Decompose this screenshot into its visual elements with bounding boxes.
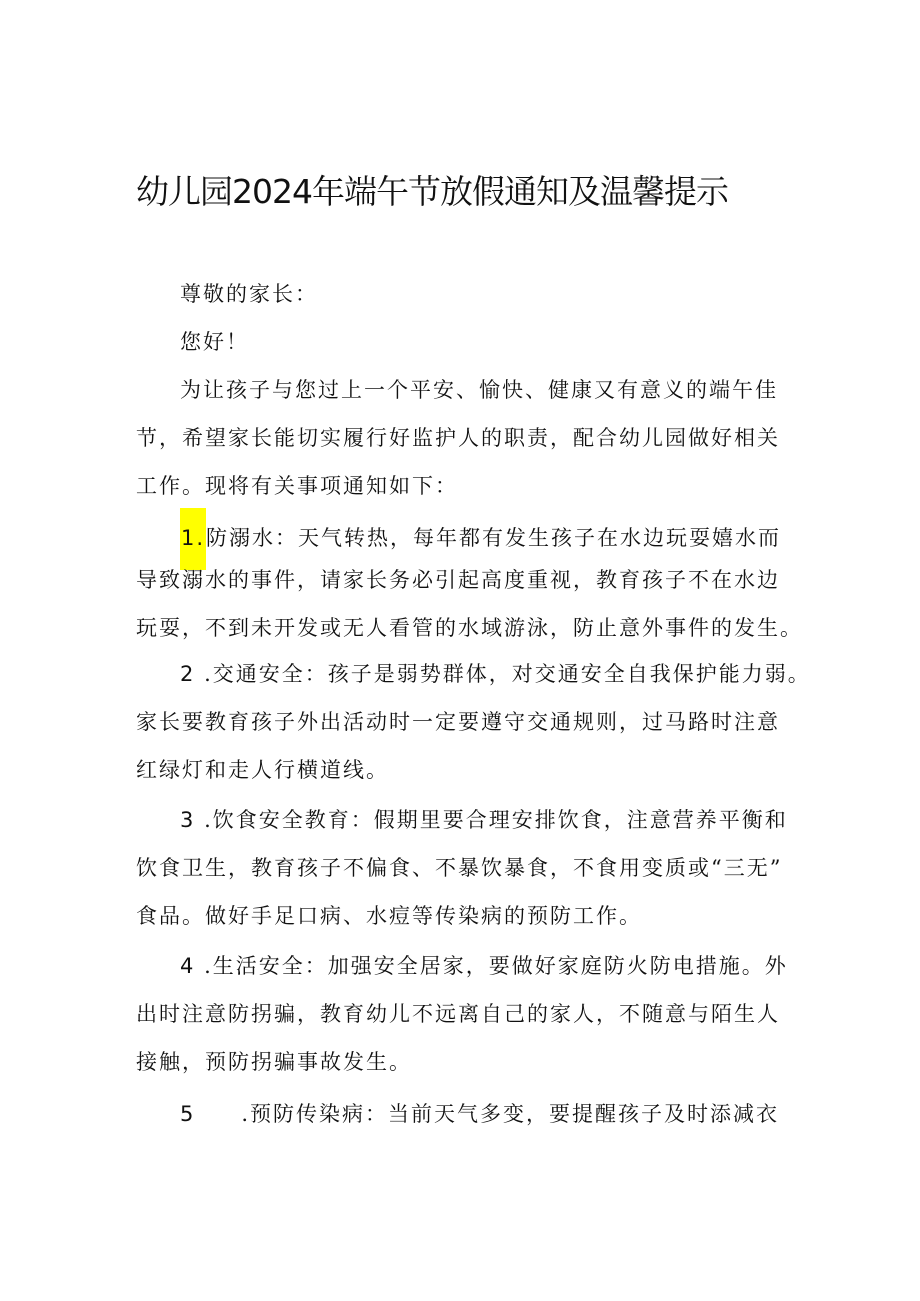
notice-item-3 — [136, 796, 796, 940]
item-1-number: 1. — [180, 508, 206, 570]
item-4-line-1 — [136, 942, 796, 990]
notice-item-1 — [136, 508, 803, 652]
item-4-text-1: .生活安全：加强安全居家，要做好家庭防火防电措施。外 — [204, 954, 788, 978]
item-2-number: 2 — [180, 662, 196, 686]
item-3-line-2: 饮食卫生，教育孩子不偏食、不暴饮暴食，不食用变质或“三无” — [136, 856, 783, 880]
item-5-line-1 — [136, 1090, 796, 1138]
item-2-line-3: 红绿灯和走人行横道线。 — [136, 758, 389, 782]
item-4-line-3: 接触，预防拐骗事故发生。 — [136, 1050, 412, 1074]
notice-item-4 — [136, 942, 796, 1086]
item-2-text-1: .交通安全：孩子是弱势群体，对交通安全自我保护能力弱。 — [204, 662, 811, 686]
document-title: 幼儿园2024年端午节放假通知及温馨提示 — [136, 172, 728, 211]
item-5-text-1: .预防传染病：当前天气多变，要提醒孩子及时添减衣 — [241, 1102, 780, 1126]
item-3-line-3: 食品。做好手足口病、水痘等传染病的预防工作。 — [136, 904, 642, 928]
item-5-number: 5 — [180, 1102, 196, 1126]
item-3-number: 3 — [180, 808, 196, 832]
intro-line-1: 为让孩子与您过上一个平安、愉快、健康又有意义的端午佳 — [180, 378, 778, 402]
item-3-text-1: .饮食安全教育：假期里要合理安排饮食，注意营养平衡和 — [204, 808, 788, 832]
item-4-number: 4 — [180, 954, 196, 978]
item-1-line-2: 导致溺水的事件，请家长务必引起高度重视，教育孩子不在水边 — [136, 568, 780, 592]
intro-line-2: 节，希望家长能切实履行好监护人的职责，配合幼儿园做好相关 — [136, 426, 780, 450]
greeting: 尊敬的家长： — [180, 282, 318, 306]
item-2-line-1 — [136, 650, 811, 698]
letter-opening — [136, 270, 796, 510]
item-2-line-2: 家长要教育孩子外出活动时一定要遵守交通规则，过马路时注意 — [136, 710, 780, 734]
item-1-line-3: 玩耍，不到未开发或无人看管的水域游泳，防止意外事件的发生。 — [136, 616, 803, 640]
notice-item-5 — [136, 1090, 796, 1138]
salutation: 您好！ — [180, 330, 249, 354]
intro-line-3: 工作。现将有关事项通知如下： — [136, 474, 458, 498]
item-3-line-1 — [136, 796, 796, 844]
notice-item-2 — [136, 650, 811, 794]
item-1-line-1 — [136, 508, 796, 556]
item-1-text-1: 防溺水：天气转热，每年都有发生孩子在水边玩耍嬉水而 — [206, 526, 782, 550]
item-4-line-2: 出时注意防拐骗，教育幼儿不远离自己的家人，不随意与陌生人 — [136, 1002, 780, 1026]
